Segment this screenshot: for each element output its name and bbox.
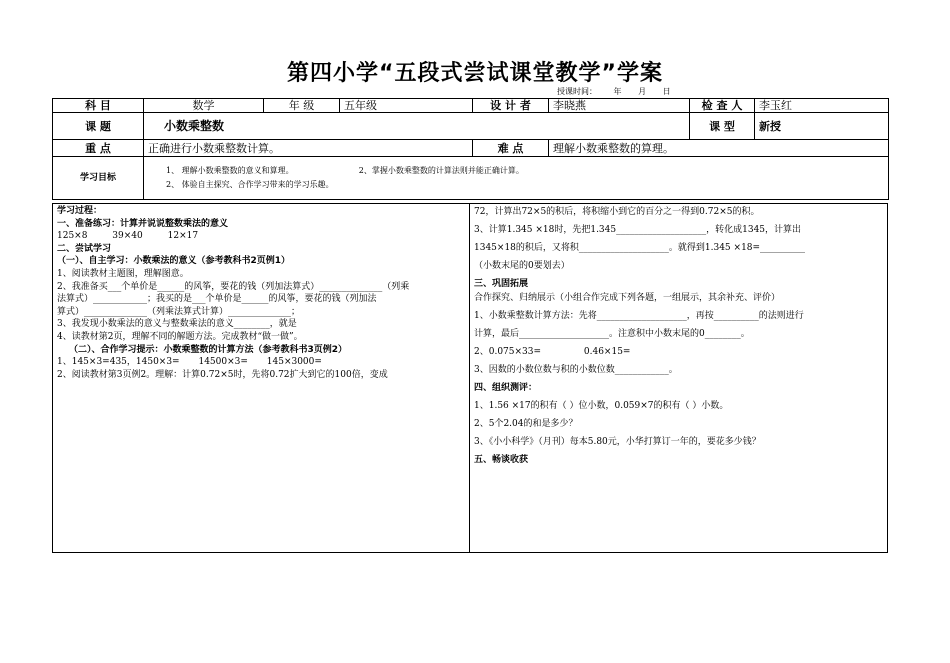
coop-study-item-3-note: （小数末尾的0要划去） (474, 261, 570, 271)
self-study-item-2a: 2、我准备买___个单价是______的风筝，要花的钱（列加法算式）______________（列乘 (57, 281, 410, 292)
process-heading: 学习过程： (57, 206, 103, 216)
key-point-value: 正确进行小数乘整数计算。 (144, 140, 473, 157)
consolidate-heading: 三、巩固拓展 (474, 279, 529, 289)
coop-study-item-2-cont: 72，计算出72×5的积后，将积缩小到它的百分之一得到0.72×5的积。 (474, 207, 760, 217)
checker-label: 检 查 人 (690, 99, 755, 113)
self-study-heading: （一）、自主学习：小数乘法的意义（参考教科书2页例1） (57, 256, 291, 267)
coop-study-item-1: 1、145×3=435，1450×3= 14500×3= 145×3000= (57, 357, 322, 368)
self-study-item-2c: 算式）______________（列乘法算式计算）______________； (57, 306, 301, 317)
header-row-goals (53, 157, 889, 200)
column-divider (469, 204, 470, 553)
header-row-topic (53, 113, 889, 140)
checker-value: 李玉红 (755, 99, 889, 113)
prep-exercise-items: 125×8 39×40 12×17 (57, 231, 199, 242)
designer-value: 李晓燕 (549, 99, 690, 113)
goals-content (144, 157, 889, 200)
consolidate-intro: 合作探究、归纳展示（小组合作完成下列各题，一组展示，其余补充、评价） (474, 293, 781, 303)
key-point-label: 重 点 (53, 140, 144, 157)
self-study-item-2b: 法算式）____________；我买的是___个单价是______的风筝，要花的钱（列加法 (57, 294, 377, 305)
consolidate-item-2: 2、0.075×33= 0.46×15= (474, 347, 631, 357)
goal-2: 2、掌握小数乘整数的计算法则并能正确计算。 (358, 166, 524, 175)
consolidate-item-3: 3、因数的小数位数与积的小数位数____________。 (474, 365, 678, 375)
assessment-item-1: 1、1.56 ×17的积有（ ）位小数，0.059×7的积有（ ）小数。 (474, 401, 729, 411)
coop-study-item-3b: 1345×18的积后，又将积____________________。就得到1.345 ×18=__________ (474, 243, 806, 253)
header-table (52, 98, 889, 200)
header-row-info (53, 99, 889, 113)
self-study-item-3: 3、我发现小数乘法的意义与整数乘法的意义________，就是 (57, 319, 297, 330)
goal-1: 1、 理解小数乘整数的意义和算理。 (166, 166, 294, 175)
prep-exercise: 一、准备练习：计算并说说整数乘法的意义 (57, 218, 229, 229)
type-label: 课 型 (690, 113, 755, 140)
coop-study-item-2: 2、阅读教材第3页例2。理解：计算0.72×5时，先将0.72扩大到它的100倍，变成 (57, 369, 388, 380)
subject-value: 数学 (144, 99, 264, 113)
consolidate-item-1b: 计算，最后____________________。注意积中小数末尾的0________。 (474, 329, 750, 339)
coop-study-heading: （二）、合作学习提示：小数乘整数的计算方法（参考教科书3页例2） (69, 344, 348, 355)
self-study-item-1: 1、阅读教材主题图，理解图意。 (57, 268, 189, 279)
learning-process-box (52, 203, 888, 553)
goals-label: 学习目标 (53, 157, 144, 200)
difficulty-label: 难 点 (473, 140, 549, 157)
assessment-item-2: 2、5个2.04的和是多少？ (474, 419, 578, 429)
grade-value: 五年级 (340, 99, 473, 113)
left-column (57, 205, 467, 381)
coop-study-item-3a: 3、计算1.345 ×18时，先把1.345____________________，转化成1345，计算出 (474, 225, 802, 235)
topic-value: 小数乘整数 (144, 113, 690, 140)
designer-label: 设 计 者 (473, 99, 549, 113)
class-date-line: 授课时间： 年 月 日 (557, 87, 671, 96)
goals-line-1 (166, 164, 884, 178)
subject-label: 科 目 (53, 99, 144, 113)
self-study-item-4: 4、读教材第2页，理解不同的解题方法。完成教材“做一做”。 (57, 331, 303, 342)
topic-label: 课 题 (53, 113, 144, 140)
type-value: 新授 (755, 113, 889, 140)
difficulty-value: 理解小数乘整数的算理。 (549, 140, 889, 157)
trial-learning-heading: 二、尝试学习 (57, 243, 112, 254)
header-row-key (53, 140, 889, 157)
assessment-heading: 四、组织测评： (474, 383, 538, 393)
grade-label: 年 级 (264, 99, 340, 113)
page-title: 第四小学“五段式尝试课堂教学”学案 (287, 61, 663, 86)
right-column (474, 205, 884, 467)
assessment-item-3: 3、《小小科学》（月刊）每本5.80元，小华打算订一年的，要花多少钱？ (474, 437, 761, 447)
goal-3: 2、 体验自主探究、合作学习带来的学习乐趣。 (166, 180, 334, 189)
reflection-heading: 五、畅谈收获 (474, 455, 529, 465)
consolidate-item-1a: 1、小数乘整数计算方法：先将____________________，再按__________的法则进行 (474, 311, 804, 321)
